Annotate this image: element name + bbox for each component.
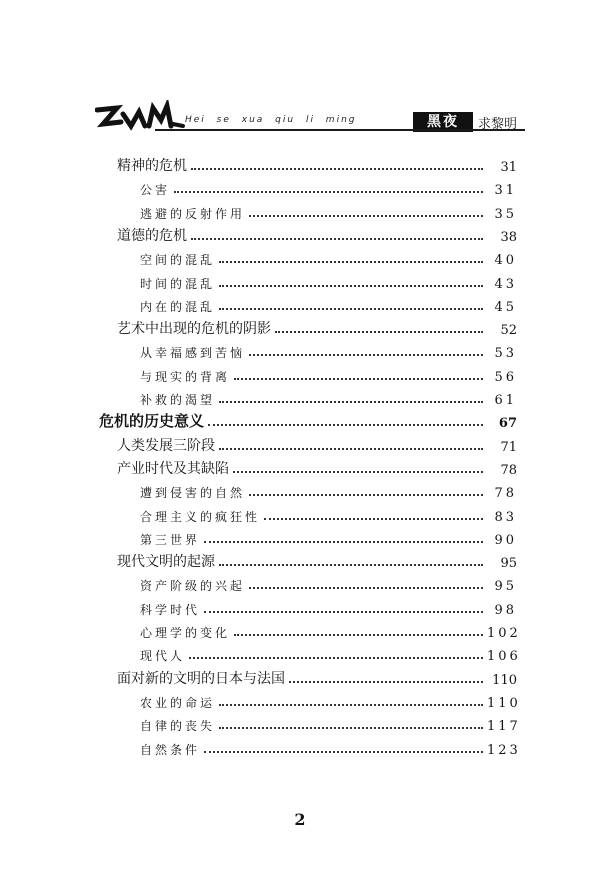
toc-dot-leader: [204, 611, 483, 613]
toc-entry-title: 第三世界: [140, 532, 201, 547]
toc-entry-page: 38: [500, 229, 517, 245]
toc-entry: [140, 596, 517, 618]
toc-entry: [117, 456, 517, 478]
toc-entry-title: 与现实的背离: [140, 369, 231, 384]
toc-dot-leader: [174, 191, 483, 193]
toc-dot-leader: [219, 448, 483, 450]
toc-entry-title: 合理主义的疯狂性: [140, 509, 261, 524]
toc-dot-leader: [204, 751, 483, 753]
toc-dot-leader: [219, 401, 483, 403]
toc-dot-leader: [208, 424, 483, 426]
toc-entry: [140, 246, 517, 268]
toc-entry-title: 产业时代及其缺陷: [117, 460, 229, 477]
toc-entry-page: 83: [494, 509, 517, 525]
header-pinyin: Hei se xua qiu li ming: [185, 115, 357, 125]
toc-dot-leader: [219, 704, 483, 706]
toc-entry: [140, 689, 521, 711]
toc-entry-title: 补救的渴望: [140, 393, 216, 407]
toc-entry: [140, 339, 517, 361]
toc-entry-page: 43: [494, 276, 517, 292]
toc-entry-page: 106: [487, 649, 521, 665]
toc-entry: [117, 549, 517, 571]
toc-dot-leader: [191, 238, 483, 240]
toc-dot-leader: [289, 681, 483, 683]
toc-entry-page: 90: [494, 532, 517, 548]
toc-dot-leader: [249, 587, 483, 589]
toc-entry-page: 78: [494, 486, 517, 502]
toc-entry-title: 农业的命运: [140, 695, 216, 710]
toc-dot-leader: [219, 564, 483, 566]
toc-entry-title: 逃避的反射作用: [140, 206, 246, 221]
toc-entry: [140, 526, 517, 548]
toc-entry-title: 内在的混乱: [140, 299, 216, 314]
toc-entry: [99, 409, 517, 431]
toc-entry: [117, 666, 517, 688]
toc-entry: [140, 386, 517, 408]
toc-dot-leader: [249, 215, 483, 217]
toc-dot-leader: [234, 634, 483, 636]
toc-entry-page: 31: [500, 160, 517, 175]
toc-entry-title: 面对新的文明的日本与法国: [117, 670, 285, 687]
toc-dot-leader: [234, 378, 483, 380]
toc-entry-title: 时间的混乱: [140, 276, 216, 291]
toc-dot-leader: [189, 657, 483, 659]
toc-dot-leader: [219, 308, 483, 310]
toc-entry-page: 56: [494, 369, 517, 385]
header-badge: 黑夜: [413, 112, 473, 132]
toc-entry-page: 53: [494, 346, 517, 362]
toc-entry-page: 102: [487, 626, 521, 641]
toc-dot-leader: [204, 541, 483, 543]
toc-entry: [117, 153, 517, 175]
toc-dot-leader: [264, 518, 483, 520]
toc-entry-title: 精神的危机: [117, 158, 187, 174]
toc-dot-leader: [249, 354, 483, 356]
toc-dot-leader: [219, 727, 483, 729]
toc-entry-title: 人类发展三阶段: [117, 437, 215, 454]
toc-entry-page: 67: [498, 416, 517, 432]
toc-entry-title: 公害: [140, 183, 171, 198]
toc-entry-title: 心理学的变化: [140, 626, 231, 640]
toc-entry-page: 71: [500, 439, 517, 455]
toc-entry: [140, 363, 517, 385]
toc-entry-title: 现代文明的起源: [117, 554, 215, 571]
toc-dot-leader: [275, 331, 483, 333]
toc-entry-page: 45: [494, 299, 517, 315]
toc-entry-title: 科学时代: [140, 602, 201, 617]
toc-entry: [117, 316, 517, 338]
toc-entry-page: 95: [500, 556, 517, 572]
toc-entry-page: 110: [487, 695, 521, 711]
toc-entry: [117, 433, 517, 455]
toc-entry: [140, 572, 517, 594]
toc-entry: [140, 479, 517, 501]
toc-entry: [140, 176, 517, 198]
toc-entry-title: 危机的历史意义: [99, 412, 205, 431]
toc-entry: [140, 503, 517, 525]
toc-entry-page: 98: [494, 602, 517, 618]
toc-entry: [140, 293, 517, 315]
header-subtitle: 求黎明: [478, 117, 518, 132]
toc-dot-leader: [219, 285, 483, 287]
toc-entry-page: 40: [494, 253, 517, 269]
toc-entry-page: 61: [494, 393, 517, 408]
toc-entry-title: 艺术中出现的危机的阴影: [117, 321, 271, 338]
toc-dot-leader: [233, 471, 483, 473]
toc-entry-page: 117: [487, 719, 521, 735]
toc-entry-page: 110: [492, 672, 517, 688]
toc-entry: [140, 200, 517, 222]
toc-entry-page: 123: [487, 742, 521, 758]
toc-entry-title: 遭到侵害的自然: [140, 486, 246, 501]
toc-entry-title: 资产阶级的兴起: [140, 579, 246, 594]
toc-entry: [140, 642, 521, 665]
toc-entry-title: 自律的丧失: [140, 719, 216, 734]
toc-entry: [140, 736, 521, 758]
toc-dot-leader: [219, 261, 483, 263]
toc-entry-title: 现代人: [140, 649, 186, 664]
toc-entry-page: 52: [500, 323, 517, 339]
toc-entry: [140, 270, 517, 292]
toc-entry-page: 95: [494, 579, 517, 595]
toc-dot-leader: [249, 494, 483, 496]
toc-entry-title: 空间的混乱: [140, 253, 216, 268]
running-header: [95, 100, 525, 136]
toc-entry: [140, 712, 521, 735]
toc-dot-leader: [191, 168, 483, 170]
toc-entry-page: 31: [494, 183, 517, 199]
page-number: 2: [294, 810, 306, 829]
toc-entry: [117, 223, 517, 245]
header-rule: [155, 129, 525, 131]
toc-entry-page: 35: [494, 206, 517, 222]
toc-entry-title: 从幸福感到苦恼: [140, 346, 246, 361]
toc-entry: [140, 619, 521, 641]
toc-entry-page: 78: [500, 462, 517, 478]
toc-entry-title: 自然条件: [140, 742, 201, 757]
toc-entry-title: 道德的危机: [117, 227, 187, 244]
